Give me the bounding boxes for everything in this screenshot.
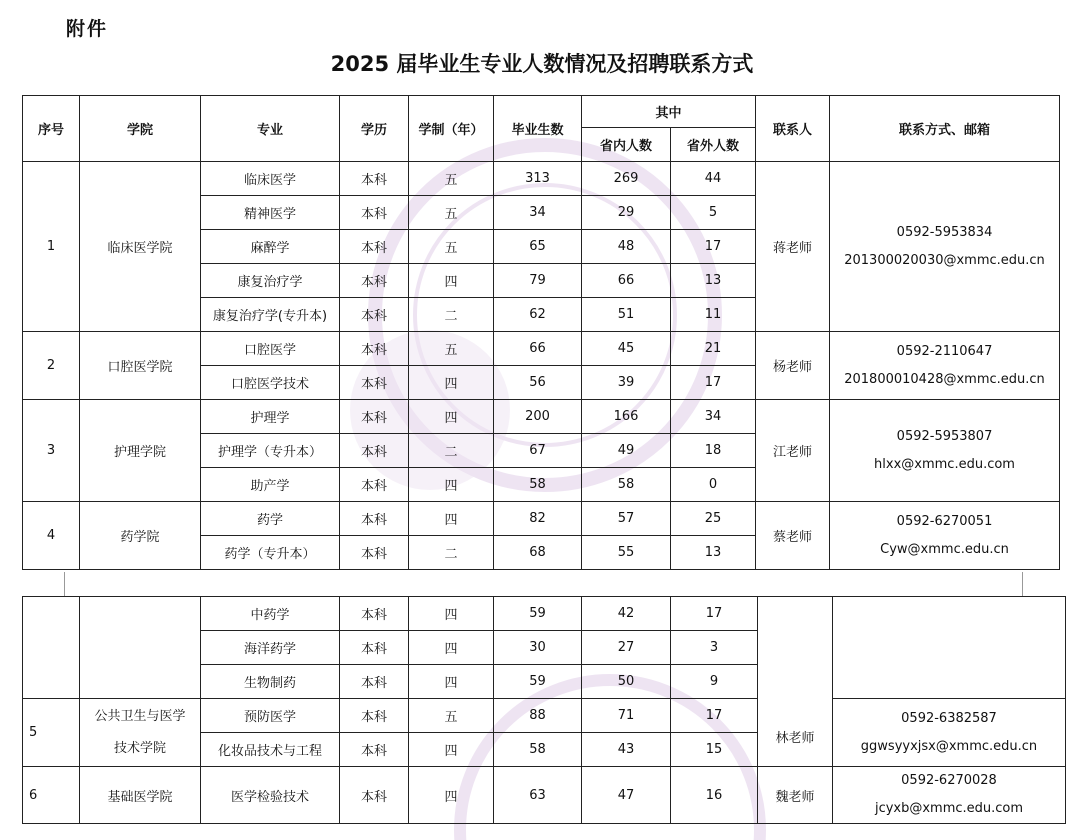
major-cell: 中药学 xyxy=(201,597,340,631)
graduates-cell: 34 xyxy=(494,196,582,230)
graduates-cell: 59 xyxy=(494,597,582,631)
in-province-cell: 269 xyxy=(582,162,671,196)
duration-cell: 五 xyxy=(409,699,494,733)
contact-person-cell: 魏老师 xyxy=(758,767,833,824)
contact-email: Cyw@xmmc.edu.cn xyxy=(880,541,1009,557)
in-province-cell: 58 xyxy=(582,468,671,502)
in-province-cell: 47 xyxy=(582,767,671,824)
header-graduates: 毕业生数 xyxy=(494,96,582,162)
college-cell: 口腔医学院 xyxy=(80,332,201,400)
contact-info-cell xyxy=(830,332,1060,400)
out-province-cell: 34 xyxy=(671,400,756,434)
college-name-line2: 技术学院 xyxy=(113,740,166,756)
in-province-cell: 48 xyxy=(582,230,671,264)
contact-person-cell: 蒋老师 xyxy=(756,162,830,332)
degree-cell: 本科 xyxy=(340,230,409,264)
major-cell: 口腔医学技术 xyxy=(201,366,340,400)
contact-email: jcyxb@xmmc.edu.com xyxy=(874,801,1024,816)
in-province-cell: 50 xyxy=(582,665,671,699)
document-title: 2025 届毕业生专业人数情况及招聘联系方式 xyxy=(330,52,754,76)
graduates-cell: 67 xyxy=(494,434,582,468)
header-in-province: 省内人数 xyxy=(582,128,671,162)
in-province-cell: 71 xyxy=(582,699,671,733)
degree-cell: 本科 xyxy=(340,298,409,332)
major-cell: 药学（专升本） xyxy=(201,536,340,570)
degree-cell: 本科 xyxy=(340,468,409,502)
graduates-table-part2 xyxy=(22,596,1066,824)
table-row xyxy=(23,767,1066,824)
college-cell: 临床医学院 xyxy=(80,162,201,332)
out-province-cell: 17 xyxy=(671,699,758,733)
duration-cell: 四 xyxy=(409,665,494,699)
graduates-cell: 313 xyxy=(494,162,582,196)
contact-person-cell: 江老师 xyxy=(756,400,830,502)
graduates-table-part1 xyxy=(22,95,1060,570)
out-province-cell: 3 xyxy=(671,631,758,665)
major-cell: 预防医学 xyxy=(201,699,340,733)
duration-cell: 四 xyxy=(409,597,494,631)
degree-cell: 本科 xyxy=(340,767,409,824)
major-cell: 康复治疗学 xyxy=(201,264,340,298)
out-province-cell: 15 xyxy=(671,733,758,767)
duration-cell: 四 xyxy=(409,264,494,298)
duration-cell: 四 xyxy=(409,400,494,434)
graduates-cell: 59 xyxy=(494,665,582,699)
graduates-cell: 68 xyxy=(494,536,582,570)
major-cell: 临床医学 xyxy=(201,162,340,196)
duration-cell: 五 xyxy=(409,230,494,264)
major-cell: 康复治疗学(专升本) xyxy=(201,298,340,332)
out-province-cell: 16 xyxy=(671,767,758,824)
graduates-cell: 63 xyxy=(494,767,582,824)
page-break-marker-left xyxy=(64,572,65,596)
degree-cell: 本科 xyxy=(340,665,409,699)
college-cell: 基础医学院 xyxy=(80,767,201,824)
in-province-cell: 66 xyxy=(582,264,671,298)
major-cell: 助产学 xyxy=(201,468,340,502)
degree-cell: 本科 xyxy=(340,502,409,536)
in-province-cell: 27 xyxy=(582,631,671,665)
duration-cell: 二 xyxy=(409,434,494,468)
duration-cell: 四 xyxy=(409,733,494,767)
contact-info-cell xyxy=(833,767,1066,824)
in-province-cell: 49 xyxy=(582,434,671,468)
header-college: 学院 xyxy=(80,96,201,162)
in-province-cell: 166 xyxy=(582,400,671,434)
major-cell: 化妆品技术与工程 xyxy=(201,733,340,767)
major-cell: 医学检验技术 xyxy=(201,767,340,824)
graduates-cell: 30 xyxy=(494,631,582,665)
graduates-cell: 58 xyxy=(494,733,582,767)
attachment-label: 附件 xyxy=(66,18,109,40)
duration-cell: 五 xyxy=(409,162,494,196)
duration-cell: 二 xyxy=(409,536,494,570)
out-province-cell: 0 xyxy=(671,468,756,502)
major-cell: 海洋药学 xyxy=(201,631,340,665)
contact-info-cell xyxy=(830,162,1060,332)
contact-person-cell: 杨老师 xyxy=(756,332,830,400)
degree-cell: 本科 xyxy=(340,699,409,733)
index-cell-continued xyxy=(23,597,80,699)
degree-cell: 本科 xyxy=(340,264,409,298)
duration-cell: 四 xyxy=(409,468,494,502)
header-duration: 学制（年） xyxy=(409,96,494,162)
contact-info-cell xyxy=(830,502,1060,570)
contact-info-cell xyxy=(830,400,1060,502)
out-province-cell: 17 xyxy=(671,230,756,264)
graduates-cell: 88 xyxy=(494,699,582,733)
in-province-cell: 29 xyxy=(582,196,671,230)
duration-cell: 四 xyxy=(409,767,494,824)
index-cell: 6 xyxy=(23,767,80,824)
index-cell: 2 xyxy=(23,332,80,400)
duration-cell: 四 xyxy=(409,366,494,400)
contact-email: ggwsyyxjsx@xmmc.edu.cn xyxy=(860,738,1038,754)
degree-cell: 本科 xyxy=(340,366,409,400)
degree-cell: 本科 xyxy=(340,332,409,366)
out-province-cell: 25 xyxy=(671,502,756,536)
contact-phone: 0592-5953807 xyxy=(896,428,993,444)
header-degree: 学历 xyxy=(340,96,409,162)
header-among: 其中 xyxy=(582,96,756,128)
major-cell: 护理学（专升本） xyxy=(201,434,340,468)
contact-info-cell xyxy=(833,699,1066,767)
out-province-cell: 17 xyxy=(671,597,758,631)
duration-cell: 四 xyxy=(409,502,494,536)
table-row xyxy=(23,332,1060,366)
header-index: 序号 xyxy=(23,96,80,162)
out-province-cell: 18 xyxy=(671,434,756,468)
college-cell-continued xyxy=(80,597,201,699)
table-row xyxy=(23,502,1060,536)
degree-cell: 本科 xyxy=(340,631,409,665)
index-cell: 5 xyxy=(23,699,80,767)
graduates-cell: 66 xyxy=(494,332,582,366)
contact-person-cell: 林老师 xyxy=(758,597,833,767)
table-row xyxy=(23,400,1060,434)
degree-cell: 本科 xyxy=(340,162,409,196)
contact-info-cell-continued xyxy=(833,597,1066,699)
major-cell: 口腔医学 xyxy=(201,332,340,366)
college-cell: 药学院 xyxy=(80,502,201,570)
in-province-cell: 55 xyxy=(582,536,671,570)
graduates-cell: 79 xyxy=(494,264,582,298)
contact-phone: 0592-5953834 xyxy=(896,224,993,240)
table-row xyxy=(23,699,1066,733)
in-province-cell: 51 xyxy=(582,298,671,332)
in-province-cell: 42 xyxy=(582,597,671,631)
major-cell: 麻醉学 xyxy=(201,230,340,264)
major-cell: 护理学 xyxy=(201,400,340,434)
contact-phone: 0592-6382587 xyxy=(901,710,997,726)
college-cell xyxy=(80,699,201,767)
out-province-cell: 17 xyxy=(671,366,756,400)
page-break-marker-right xyxy=(1022,572,1023,596)
table-row xyxy=(23,162,1060,196)
contact-email: 201800010428@xmmc.edu.cn xyxy=(844,371,1045,387)
graduates-cell: 65 xyxy=(494,230,582,264)
duration-cell: 四 xyxy=(409,631,494,665)
college-cell: 护理学院 xyxy=(80,400,201,502)
header-major: 专业 xyxy=(201,96,340,162)
contact-phone: 0592-6270028 xyxy=(901,773,997,788)
out-province-cell: 9 xyxy=(671,665,758,699)
college-name-line1: 公共卫生与医学 xyxy=(94,708,186,724)
contact-email: 201300020030@xmmc.edu.cn xyxy=(844,252,1045,268)
in-province-cell: 43 xyxy=(582,733,671,767)
out-province-cell: 13 xyxy=(671,536,756,570)
index-cell: 1 xyxy=(23,162,80,332)
duration-cell: 五 xyxy=(409,196,494,230)
contact-email: hlxx@xmmc.edu.com xyxy=(874,456,1015,472)
out-province-cell: 44 xyxy=(671,162,756,196)
degree-cell: 本科 xyxy=(340,733,409,767)
index-cell: 4 xyxy=(23,502,80,570)
graduates-cell: 62 xyxy=(494,298,582,332)
graduates-cell: 200 xyxy=(494,400,582,434)
index-cell: 3 xyxy=(23,400,80,502)
table-row xyxy=(23,597,1066,631)
duration-cell: 五 xyxy=(409,332,494,366)
degree-cell: 本科 xyxy=(340,434,409,468)
major-cell: 精神医学 xyxy=(201,196,340,230)
out-province-cell: 13 xyxy=(671,264,756,298)
contact-phone: 0592-6270051 xyxy=(896,513,993,529)
major-cell: 药学 xyxy=(201,502,340,536)
duration-cell: 二 xyxy=(409,298,494,332)
degree-cell: 本科 xyxy=(340,597,409,631)
header-out-province: 省外人数 xyxy=(671,128,756,162)
in-province-cell: 39 xyxy=(582,366,671,400)
contact-person-cell: 蔡老师 xyxy=(756,502,830,570)
graduates-cell: 82 xyxy=(494,502,582,536)
degree-cell: 本科 xyxy=(340,196,409,230)
header-contact-info: 联系方式、邮箱 xyxy=(830,96,1060,162)
out-province-cell: 11 xyxy=(671,298,756,332)
degree-cell: 本科 xyxy=(340,536,409,570)
in-province-cell: 57 xyxy=(582,502,671,536)
in-province-cell: 45 xyxy=(582,332,671,366)
graduates-cell: 58 xyxy=(494,468,582,502)
out-province-cell: 21 xyxy=(671,332,756,366)
graduates-cell: 56 xyxy=(494,366,582,400)
contact-phone: 0592-2110647 xyxy=(896,343,993,359)
major-cell: 生物制药 xyxy=(201,665,340,699)
degree-cell: 本科 xyxy=(340,400,409,434)
out-province-cell: 5 xyxy=(671,196,756,230)
header-contact-person: 联系人 xyxy=(756,96,830,162)
